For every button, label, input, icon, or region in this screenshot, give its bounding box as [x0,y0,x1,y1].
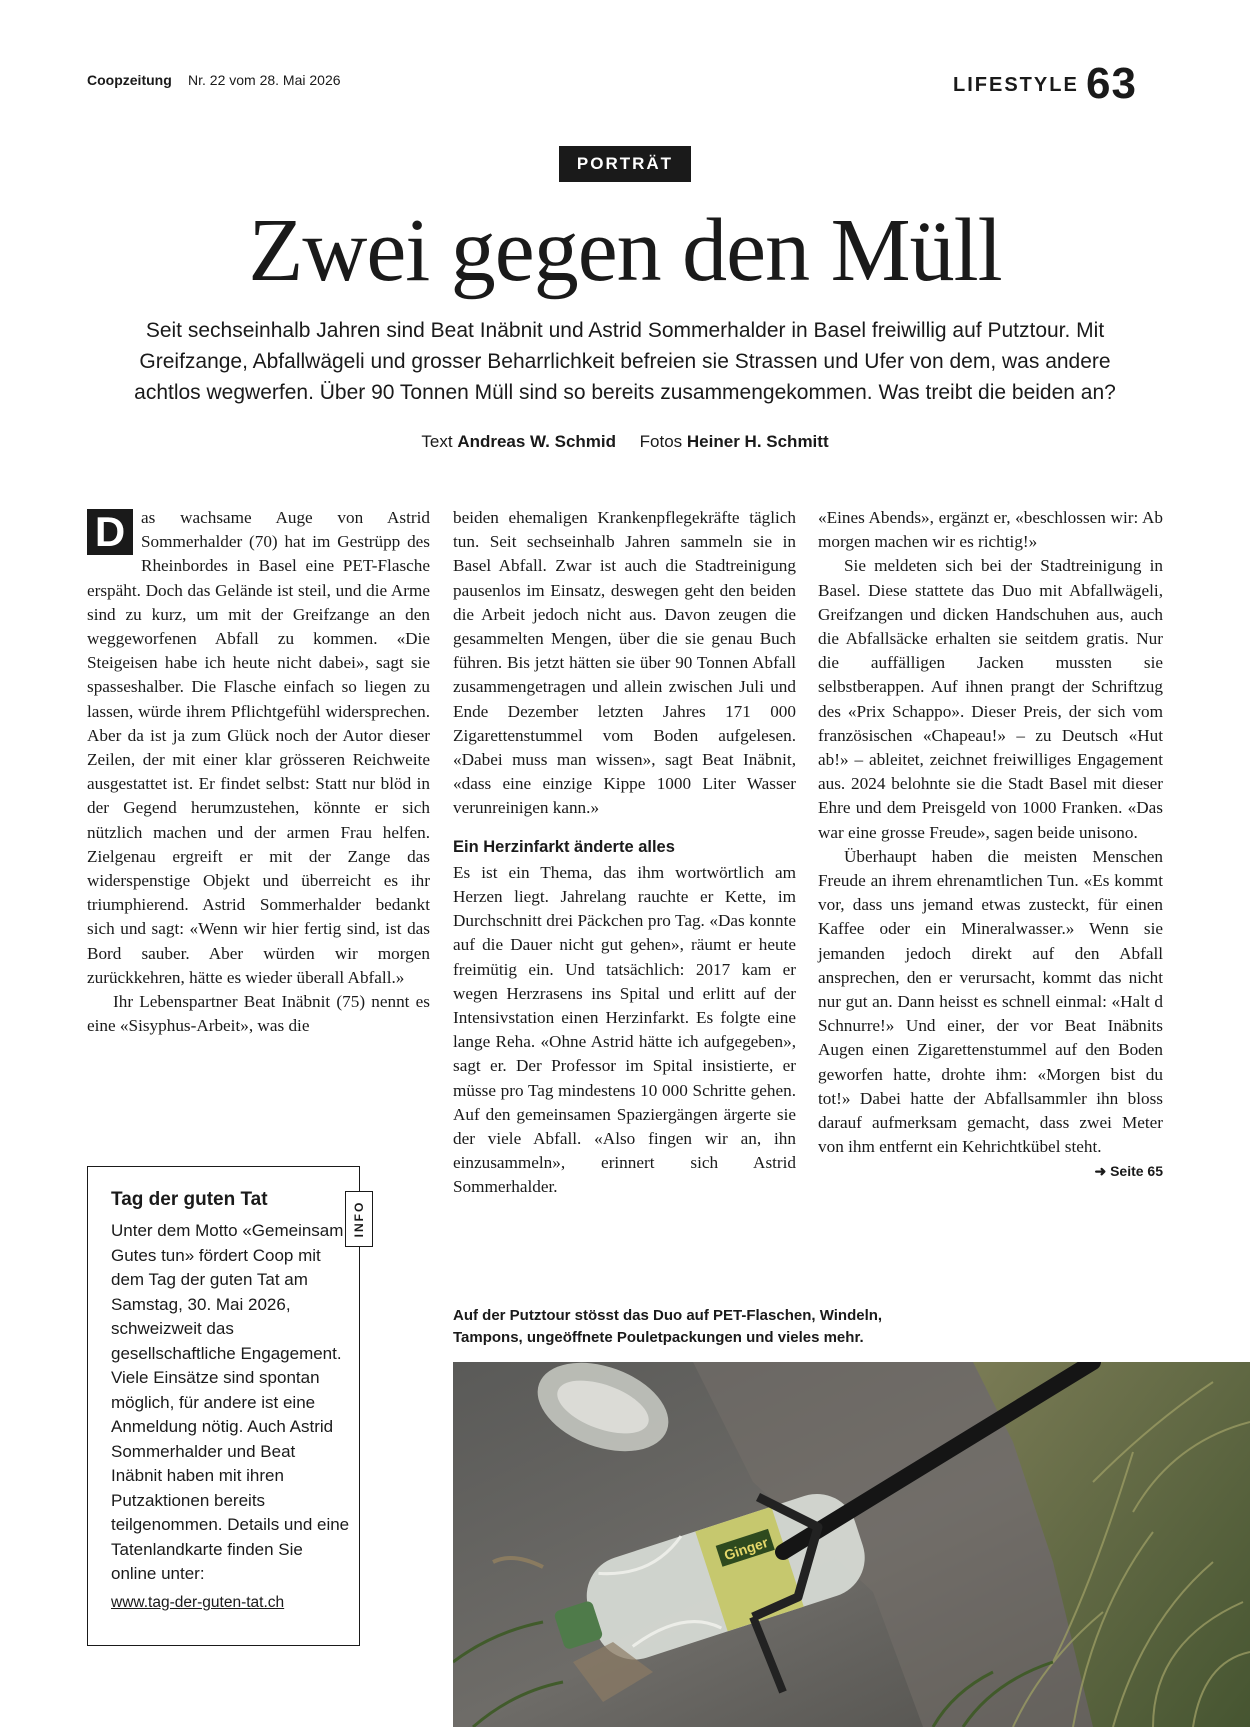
paragraph: «Eines Abends», ergänzt er, «beschlossen wir: Ab morgen machen wir es richtig!» [818,508,1163,552]
article-column-1 [87,506,430,1038]
subheading: Ein Herzinfarkt änderte alles [453,837,675,856]
paragraph: Ihr Lebenspartner Beat Inäbnit (75) nennt es eine «Sisyphus-Arbeit», was die [87,992,430,1036]
photo-caption: Auf der Putztour stösst das Duo auf PET-Flaschen, Windeln, Tampons, ungeöffnete Pouletpackungen und vieles mehr. [453,1307,883,1346]
article-photo [453,1362,1250,1727]
paragraph: Es ist ein Thema, das ihm wortwörtlich am Herzen liegt. Jahrelang rauchte er Kette, im Durchschnitt drei Päckchen pro Tag. «Das konnte auf die Dauer nicht gut gehen», räumt er heute freimütig ein. Und tatsächlich: 2017 kam er wegen Herzrasens ins Spital und erlitt auf der Intensivstation einen Herzinfarkt. Es folgte eine lange Reha. «Ohne Astrid hätte ich aufgegeben», sagt er. Der Professor im Spital insistierte, er müsse pro Tag mindestens 10 000 Schritte gehen. Auf den gemeinsamen Spaziergängen ärgerte sie der viele Abfall. «Also fingen wir an, ihn einzusammeln», erinnert sich Astrid Sommerhalder. [453,862,796,1197]
info-box-text: Unter dem Motto «Gemeinsam Gutes tun» fördert Coop mit dem Tag der guten Tat am Samstag, 30. Mai 2026, schweizweit das gesellschaftliche Engagement. Viele Einsätze sind spontan möglich, für andere ist eine Anmeldung nötig. Auch Astrid Sommerhalder und Beat Inäbnit haben mit ihren Putzaktionen bereits teilgenommen. Details und eine Tatenlandkarte finden Sie online unter: [111,1221,350,1583]
author: Andreas W. Schmid [457,432,617,451]
drop-cap: D [87,509,133,555]
publication-name: Coopzeitung [87,72,172,88]
photo-illustration [453,1362,1250,1727]
bottle-label: Ginger [722,1534,770,1564]
info-tag: INFO [345,1191,373,1247]
photo-label: Fotos [639,432,683,451]
kicker-badge: PORTRÄT [559,146,691,182]
paragraph: Überhaupt haben die meisten Menschen Freude an ihrem ehrenamtlichen Tun. «Es kommt vor, dass uns jemand etwas zusteckt, für einen Kaffee oder ein Mineralwasser.» Wenn sie jemanden jedoch direkt auf den Abfall ansprechen, den er verursacht, kommt das nicht nur gut an. Dann heisst es schnell einmal: «Halt d Schnurre!» Und einer, der vor Beat Inäbnits Augen einen Zigarettenstummel auf den Boden geworfen hatte, drohte ihm: «Morgen bist du tot!» Dabei hatte der Abfallsammler ihn bloss darauf aufmerksam gemacht, dass zwei Meter von ihm entfernt ein Kehrichtkübel steht. ➜ Seite 65 [818,845,1163,1160]
page-number: 63 [1086,59,1137,108]
paragraph: Sie meldeten sich bei der Stadtreinigung in Basel. Diese stattete das Duo mit Abfallwägeli, Greifzangen und dicken Handschuhen aus, auch die Abfallsäcke erhalten sie seitdem gratis. Nur die auffälligen Jacken mussten sie selbstberappen. Auf ihnen prangt der Schriftzug des «Prix Schappo». Dieser Preis, der sich vom französischen «Chapeau!» – zu Deutsch «Hut ab!» – ableitet, zeichnet freiwilliges Engagement aus. 2024 belohnte sie die Stadt Basel mit dieser Ehre und dem Preisgeld von 1000 Franken. «Das war eine grosse Freude», sagen beide unisono. [818,556,1163,842]
paragraph: D as wachsame Auge von Astrid Sommerhalder (70) hat im Gestrüpp des Rheinbordes in Basel eine PET-Flasche erspäht. Doch das Gelände ist steil, und die Arme sind zu kurz, um mit der Greifzange an den weggeworfenen Abfall zu kommen. «Die Steigeisen habe ich heute nicht dabei», sagt sie spasseshalber. Die Flasche einfach so liegen zu lassen, würde ihrem Pflichtgefühl widersprechen. Aber da ist ja zum Glück noch der Autor dieser Zeilen, der mit einer klar grösseren Reichweite ausgestattet ist. Er findet selbst: Statt nur blöd in der Gegend herumzustehen, könnte er sich nützlich machen und der armen Frau helfen. Zielgenau ergreift er mit der Zange das widerspenstige Objekt und überreicht es ihr triumphierend. Astrid Sommerhalder bedankt sich und sagt: «Wenn wir hier fertig sind, ist das Bord sauber. Aber würden wir morgen zurückkehren, hätte es wieder überall Abfall.» [87,508,430,987]
info-box [87,1166,366,1646]
issue-info: Nr. 22 vom 28. Mai 2026 [188,72,341,88]
info-box-title: Tag der guten Tat [111,1189,268,1210]
section-label: LIFESTYLE [953,74,1079,96]
lead-paragraph: Seit sechseinhalb Jahren sind Beat Inäbnit und Astrid Sommerhalder in Basel freiwillig auf Putztour. Mit Greifzange, Abfallwägeli und grosser Beharrlichkeit befreien sie Strassen und Ufer von dem, was andere achtlos wegwerfen. Über 90 Tonnen Müll sind so bereits zusammengekommen. Was treibt die beiden an? [134,319,1116,404]
photographer: Heiner H. Schmitt [686,432,829,451]
text-label: Text [421,432,453,451]
continue-link[interactable]: ➜ Seite 65 [1094,1163,1163,1180]
info-box-link[interactable]: www.tag-der-guten-tat.ch [111,1594,285,1611]
article-column-2 [453,506,796,1200]
article-column-3 [818,506,1163,1184]
byline [0,432,1250,452]
paragraph: beiden ehemaligen Krankenpflegekräfte täglich tun. Seit sechseinhalb Jahren sammeln sie in Basel Abfall. Zwar ist auch die Stadtreinigung pausenlos im Einsatz, deswegen geht den beiden die Arbeit jedoch nicht aus. Davon zeugen die gesammelten Mengen, über die sie genau Buch führen. Bis jetzt hätten sie über 90 Tonnen Abfall zusammengetragen und allein zwischen Juli und Ende Dezember letzten Jahres 171 000 Zigarettenstummel vom Boden aufgelesen. «Dabei muss man wissen», sagt Beat Inäbnit, «dass eine einzige Kippe 1000 Liter Wasser verunreinigen kann.» [453,508,796,818]
headline: Zwei gegen den Müll [248,201,1002,300]
